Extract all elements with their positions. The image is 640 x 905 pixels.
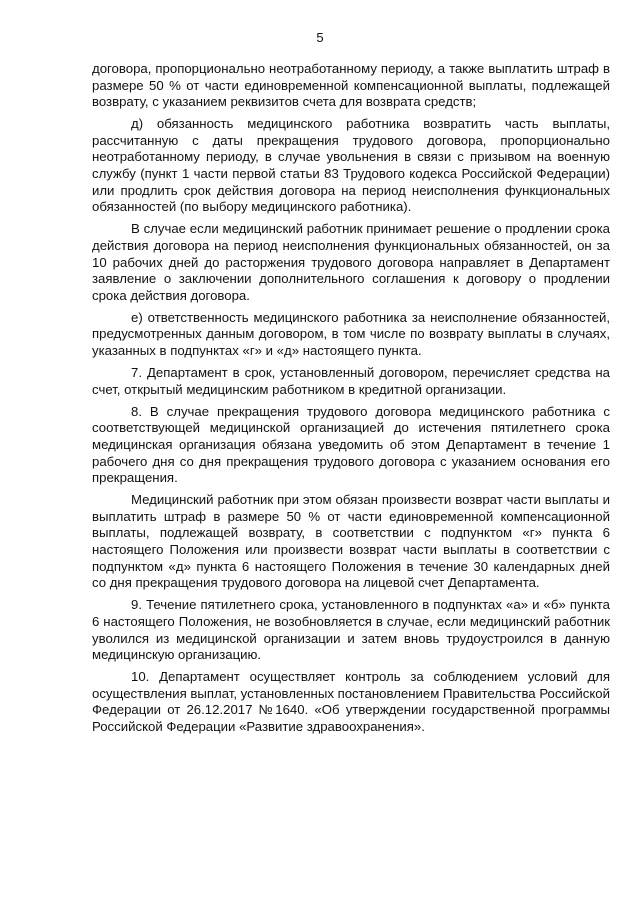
paragraph-item-8: 8. В случае прекращения трудового договора медицинского работника с соответствующей медицинской организацией до истечения пятилетнего срока медицинская организация обязана уведомить об этом Департамент в течение 1 рабочего дня со дня прекращения трудового договора с указанием основания его прекращения. <box>92 403 610 486</box>
paragraph-continuation: договора, пропорционально неотработанному периоду, а также выплатить штраф в размере 50 % от части единовременной компенсационной выплаты, подлежащей возврату, с указанием реквизитов счета для возврата средств; <box>92 61 610 110</box>
paragraph-extension-note: В случае если медицинский работник принимает решение о продлении срока действия договора на период неисполнения функциональных обязанностей, он за 10 рабочих дней до расторжения трудового договора направляет в Департамент заявление о заключении дополнительного соглашения к договору о продлении срока действия договора. <box>92 221 610 303</box>
paragraph-subitem-e: е) ответственность медицинского работника за неисполнение обязанностей, предусмотренных данным договором, в том числе по возврату выплаты в случаях, указанных в подпунктах «г» и «д» настоящего пункта. <box>92 309 610 358</box>
document-body <box>92 61 610 741</box>
paragraph-item-10: 10. Департамент осуществляет контроль за соблюдением условий для осуществления выплат, установленных постановлением Правительства Российской Федерации от 26.12.2017 №1640. «Об утверждении государственной программы Российской Федерации «Развитие здравоохранения». <box>92 669 610 734</box>
paragraph-item-9: 9. Течение пятилетнего срока, установленного в подпунктах «а» и «б» пункта 6 настоящего Положения, не возобновляется в случае, если медицинский работник уволился из медицинской организации и затем вновь трудоустроился в данную медицинскую организацию. <box>92 597 610 663</box>
page-number: 5 <box>316 30 324 45</box>
paragraph-refund-obligation: Медицинский работник при этом обязан произвести возврат части выплаты и выплатить штраф в размере 50 % от части единовременной компенсационной выплаты, подлежащей возврату, в соответствии с подпунктом «г» пункта 6 настоящего Положения или произвести возврат части выплаты в соответствии с подпунктом «д» пункта 6 настоящего Положения в течение 30 календарных дней со дня прекращения трудового договора на лицевой счет Департамента. <box>92 492 610 591</box>
paragraph-item-7: 7. Департамент в срок, установленный договором, перечисляет средства на счет, открытый медицинским работником в кредитной организации. <box>92 365 610 397</box>
paragraph-subitem-d: д) обязанность медицинского работника возвратить часть выплаты, рассчитанную с даты прекращения трудового договора, пропорционально неотработанному периоду, в случае увольнения в связи с призывом на военную службу (пункт 1 части первой статьи 83 Трудового кодекса Российской Федерации) или продлить срок действия договора на период неисполнения функциональных обязанностей (по выбору медицинского работника). <box>92 116 610 215</box>
